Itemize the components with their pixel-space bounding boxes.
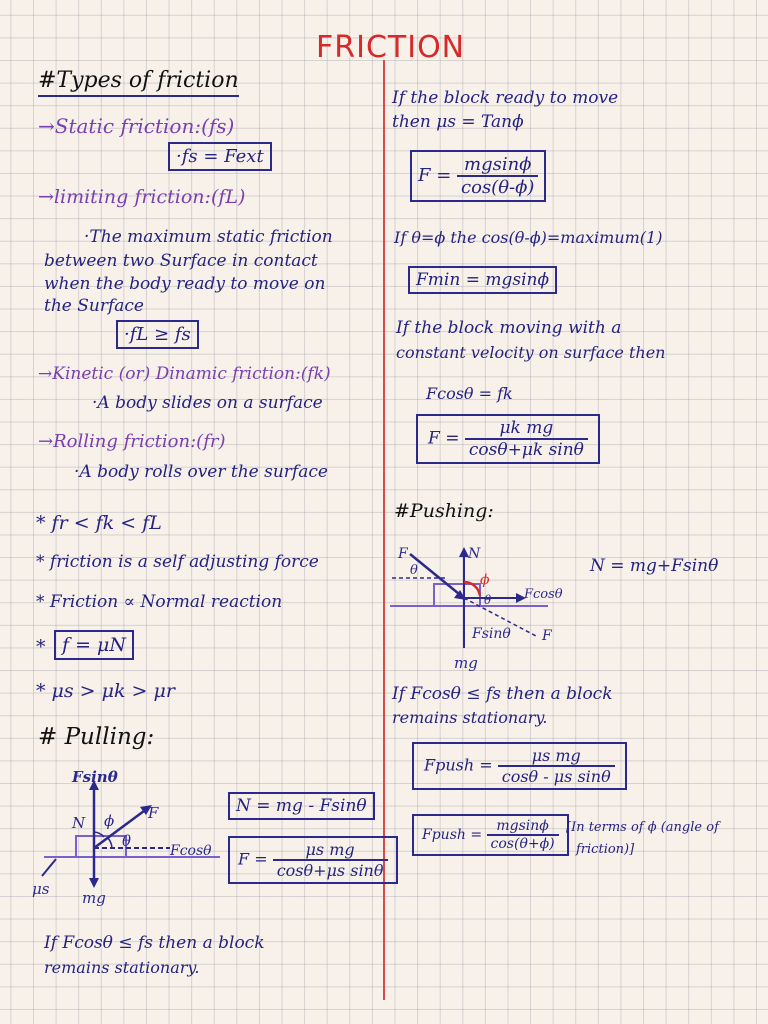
pulling-normal: N = mg - Fsinθ [228,792,375,820]
svg-text:μs: μs [32,880,50,898]
pulling-heading: # Pulling: [38,724,155,750]
limiting-desc-3: when the body ready to move on [44,274,326,294]
pulling-fraction: F = $\frac{\text{μs mg}}{\text{cosθ+μs sinθ}}$ [228,836,398,884]
constant-text-1: If the block moving with a [396,318,622,338]
svg-text:mg: mg [454,654,478,672]
svg-text:Fsinθ: Fsinθ [472,626,511,642]
pulling-condition-1: If Fcosθ ≤ fs then a block [44,933,265,953]
pushing-heading: #Pushing: [394,500,494,522]
svg-text:θ: θ [410,563,418,578]
svg-text:Fcosθ: Fcosθ [524,587,563,602]
ready-text-1: If the block ready to move [392,88,619,108]
pushing-condition-2: remains stationary. [392,708,548,727]
page-title: FRICTION [316,30,466,65]
fact-5: * μs > μk > μr [36,680,175,702]
fact-4-star: * [36,636,46,658]
pushing-condition-1: If Fcosθ ≤ fs then a block [392,684,613,704]
push-note-1: [In terms of ϕ (angle of [566,820,719,835]
svg-text:ϕ: ϕ [104,812,115,830]
pulling-diagram [30,760,230,910]
static-formula: ·fs = Fext [168,142,272,171]
svg-text:θ: θ [122,832,132,850]
limiting-desc-4: the Surface [44,296,144,316]
svg-text:Fsinθ: Fsinθ [72,768,118,786]
push-fraction-2: Fpush = $\frac{mgsin\phi}{\cos(\theta+\phi)}$ [412,814,569,856]
rolling-desc: ·A body rolls over the surface [74,462,328,482]
fact-2: * friction is a self adjusting force [36,552,319,572]
ready-text-2: then μs = Tanϕ [392,112,524,132]
limiting-formula: ·fL ≥ fs [116,320,199,349]
fcos-fk: Fcosθ = fk [426,384,513,403]
limiting-desc-1: ·The maximum static friction [84,227,333,247]
static-label: →Static friction:(fs) [38,114,235,138]
svg-text:Fcosθ: Fcosθ [170,843,212,859]
types-heading: #Types of friction [38,68,239,97]
push-fraction: Fpush = $\frac{\text{μs mg}}{\text{cosθ - μs sinθ}}$ [412,742,627,790]
fact-3: * Friction ∝ Normal reaction [36,592,283,612]
limiting-label: →limiting friction:(fL) [38,186,246,208]
svg-text:F: F [398,546,408,562]
kinetic-label: →Kinetic (or) Dinamic friction:(fk) [38,364,331,384]
constant-fraction: F = $\frac{\text{μk mg}}{\text{cosθ+μk sinθ}}$ [416,414,600,464]
push-note-2: friction)] [576,842,635,857]
svg-text:F: F [542,628,552,644]
svg-text:θ: θ [484,593,492,607]
ready-fraction: F = $\frac{mgsin\phi}{\cos(\theta-\phi)}$ [410,150,546,202]
fact-4-formula: f = μN [54,630,134,660]
rolling-label: →Rolling friction:(fr) [38,431,226,452]
fact-1: * fr < fk < fL [36,512,162,534]
kinetic-desc: ·A body slides on a surface [92,393,323,413]
pushing-diagram [388,538,578,678]
fmin-formula: Fmin = mgsinϕ [408,266,557,294]
constant-text-2: constant velocity on surface then [396,343,666,362]
svg-text:N: N [72,814,86,832]
limiting-desc-2: between two Surface in contact [44,251,318,271]
pulling-condition-2: remains stationary. [44,958,200,977]
if-equal: If θ=ϕ the cos(θ-ϕ)=maximum(1) [394,228,663,247]
svg-text:ϕ: ϕ [480,572,490,588]
svg-text:mg: mg [82,889,106,907]
pushing-normal: N = mg+Fsinθ [590,556,719,576]
svg-text:N: N [468,546,481,562]
svg-text:F: F [148,804,159,822]
